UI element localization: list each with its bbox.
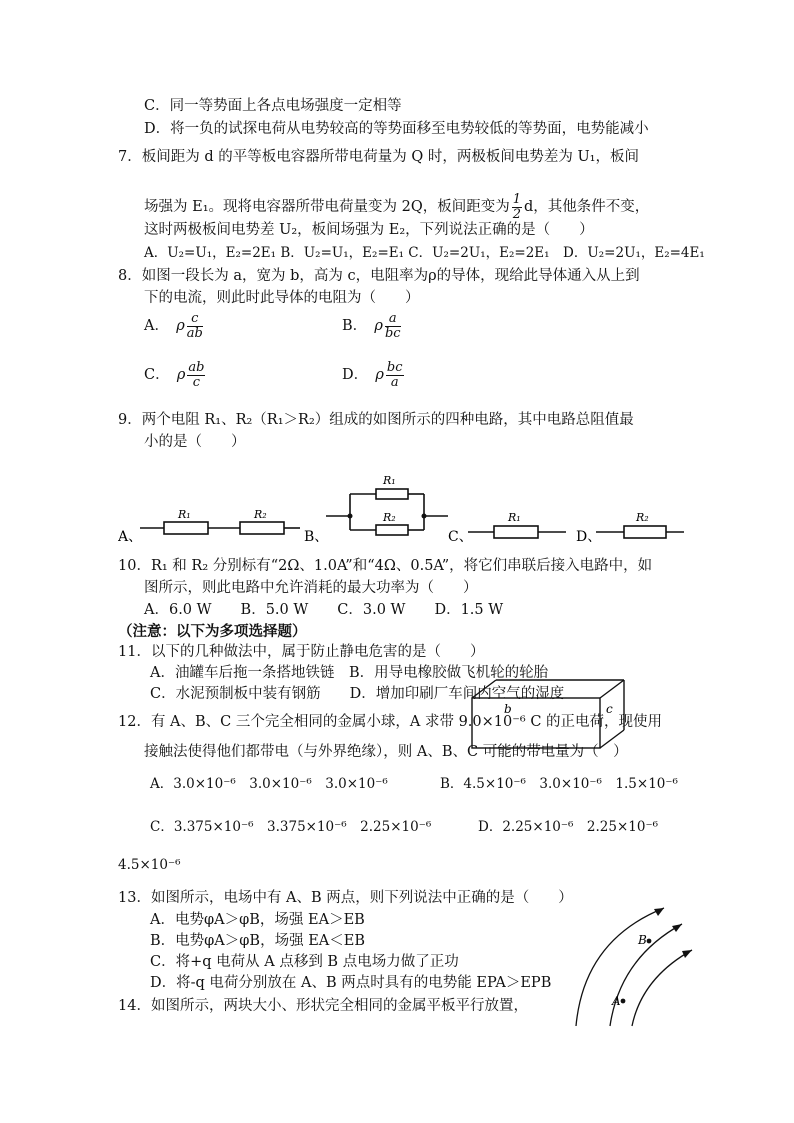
q13-option-d: D．将-q 电荷分别放在 A、B 两点时具有的电势能 EPA＞EPB (150, 975, 552, 991)
q11-options-ab: A．油罐车后拖一条搭地铁链 B．用导电橡胶做飞机轮的轮胎 (150, 665, 549, 681)
q12-option-d-tail: 4.5×10⁻⁶ (118, 857, 181, 873)
fraction-half: $\frac{1}{2}$ (512, 192, 522, 222)
q10-stem-line1: 10．R₁ 和 R₂ 分别标有“2Ω、1.0A”和“4Ω、0.5A”，将它们串联后接入电路中，如 (118, 558, 653, 574)
q7-options: A．U₂=U₁，E₂=2E₁ B．U₂=U₁，E₂=E₁ C．U₂=2U₁，E₂=2E₁ D．U₂=2U₁，E₂=4E₁ (144, 245, 705, 261)
q6-option-d: D．将一负的试探电荷从电势较高的等势面移至电势较低的等势面，电势能减小 (144, 121, 649, 137)
circuit-label-b: B、 (304, 529, 329, 545)
q10-options: A．6.0 W B．5.0 W C．3.0 W D．1.5 W (144, 602, 504, 618)
box-label-b: b (504, 702, 512, 716)
q13-option-b: B．电势φA＞φB，场强 EA＜EB (150, 933, 365, 949)
q6-option-c: C．同一等势面上各点电场强度一定相等 (144, 98, 402, 114)
circuit-label-d: D、 (576, 529, 602, 545)
circuit-b-r1: R₁ (383, 474, 396, 487)
q9-stem-line2: 小的是（ ） (144, 434, 246, 450)
q8-option-d: D． ρ $\frac{bc}{a}$ (342, 360, 403, 390)
circuit-label-c: C、 (448, 529, 473, 545)
circuit-d-r2: R₂ (636, 511, 649, 524)
q12-option-a: A．3.0×10⁻⁶ 3.0×10⁻⁶ 3.0×10⁻⁶ (150, 776, 388, 792)
q9-stem-line1: 9．两个电阻 R₁、R₂（R₁＞R₂）组成的如图所示的四种电路，其中电路总阻值最 (118, 412, 634, 428)
q7-stem-line1: 7．板间距为 d 的平等板电容器所带电荷量为 Q 时，两极板间电势差为 U₁，板间 (118, 149, 639, 165)
circuit-a-r2: R₂ (254, 508, 267, 521)
q8-option-c: C． ρ $\frac{ab}{c}$ (144, 360, 205, 390)
q12-option-c: C．3.375×10⁻⁶ 3.375×10⁻⁶ 2.25×10⁻⁶ (150, 819, 432, 835)
q8-stem-line2: 下的电流，则此时此导体的电阻为（ ） (144, 290, 420, 306)
q11-stem: 11．以下的几种做法中，属于防止静电危害的是（ ） (118, 644, 485, 660)
point-b-label: B (638, 933, 647, 947)
electric-field-lines-diagram (570, 900, 700, 1030)
q13-stem: 13．如图所示，电场中有 A、B 两点，则下列说法中正确的是（ ） (118, 890, 573, 906)
q11-options-cd: C．水泥预制板中装有钢筋 D．增加印刷厂车间内空气的湿度 (150, 686, 565, 702)
q9-circuit-diagrams (118, 470, 688, 550)
circuit-c-r1: R₁ (508, 511, 521, 524)
q8-stem-line1: 8．如图一段长为 a，宽为 b，高为 c，电阻率为ρ的导体，现给此导体通入从上到 (118, 268, 640, 284)
point-a-label: A (612, 994, 621, 1008)
q12-stem-line1: 12．有 A、B、C 三个完全相同的金属小球，A 求带 9.0×10⁻⁶ C 的正电荷，现使用 (118, 714, 663, 730)
multiple-choice-note: （注意：以下为多项选择题） (118, 623, 307, 640)
q12-option-b: B．4.5×10⁻⁶ 3.0×10⁻⁶ 1.5×10⁻⁶ (440, 776, 678, 792)
q7-stem-line3: 这时两极板间电势差 U₂，板间场强为 E₂，下列说法正确的是（ ） (144, 222, 594, 238)
q12-stem-line2: 接触法使得他们都带电（与外界绝缘），则 A、B、C 可能的带电量为（ ） (144, 744, 628, 760)
box-label-c: c (606, 702, 613, 716)
q13-option-a: A．电势φA＞φB，场强 EA＞EB (150, 912, 365, 928)
q8-option-a: A． ρ $\frac{c}{ab}$ (144, 311, 203, 341)
circuit-b-r2: R₂ (383, 511, 396, 524)
q8-option-b: B． ρ $\frac{a}{bc}$ (342, 311, 401, 341)
q10-stem-line2: 图所示，则此电路中允许消耗的最大功率为（ ） (144, 580, 478, 596)
circuit-a-r1: R₁ (178, 508, 191, 521)
q14-stem: 14．如图所示，两块大小、形状完全相同的金属平板平行放置， (118, 998, 528, 1014)
q12-option-d: D．2.25×10⁻⁶ 2.25×10⁻⁶ (478, 819, 658, 835)
q7-stem-line2: 场强为 E₁。现将电容器所带电荷量变为 2Q，板间距变为 $\frac{1}{2}$ d，其他条件不变， (144, 192, 650, 222)
q13-option-c: C．将+q 电荷从 A 点移到 B 点电场力做了正功 (150, 954, 459, 970)
circuit-label-a: A、 (118, 529, 143, 545)
